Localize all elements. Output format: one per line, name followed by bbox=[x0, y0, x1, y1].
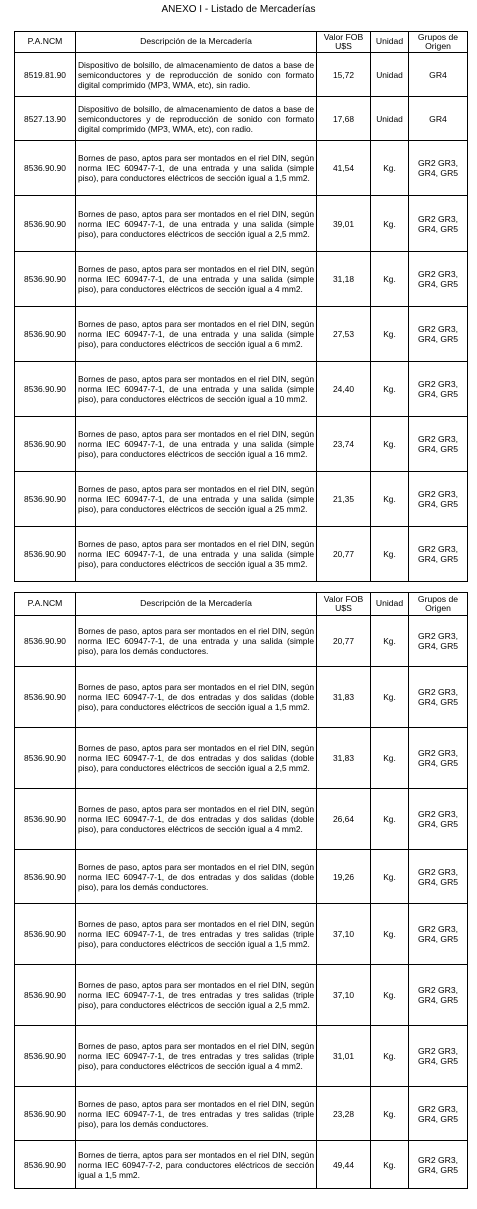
origin-groups-cell: GR2 GR3, GR4, GR5 bbox=[409, 667, 468, 728]
description-cell: Bornes de paso, aptos para ser montados en el riel DIN, según norma IEC 60947-7-1, de tres entradas y tres salidas (triple piso), para conductores eléctricos de sección igual a 1,5 mm2. bbox=[76, 904, 317, 965]
header-row bbox=[15, 32, 468, 53]
table-row bbox=[15, 1087, 468, 1141]
origin-groups-cell: GR2 GR3, GR4, GR5 bbox=[409, 728, 468, 789]
ncm-cell: 8536.90.90 bbox=[15, 667, 76, 728]
merchandise-table-1 bbox=[14, 31, 468, 582]
description-cell: Bornes de paso, aptos para ser montados en el riel DIN, según norma IEC 60947-7-1, de una entrada y una salida (simple piso), para conductores eléctricos de sección igual a 25 mm2. bbox=[76, 472, 317, 527]
description-cell: Bornes de paso, aptos para ser montados en el riel DIN, según norma IEC 60947-7-1, de dos entradas y dos salidas (doble piso), para los demás conductores. bbox=[76, 850, 317, 904]
origin-groups-cell: GR2 GR3, GR4, GR5 bbox=[409, 789, 468, 850]
table-row bbox=[15, 252, 468, 307]
ncm-cell: 8536.90.90 bbox=[15, 417, 76, 472]
description-cell: Bornes de paso, aptos para ser montados en el riel DIN, según norma IEC 60947-7-1, de dos entradas y dos salidas (doble piso), para conductores eléctricos de sección igual a 4 mm2. bbox=[76, 789, 317, 850]
unit-cell: Kg. bbox=[371, 362, 409, 417]
table-1-body bbox=[15, 53, 468, 582]
header-description: Descripción de la Mercadería bbox=[76, 32, 317, 53]
ncm-cell: 8536.90.90 bbox=[15, 252, 76, 307]
description-cell: Bornes de paso, aptos para ser montados en el riel DIN, según norma IEC 60947-7-1, de una entrada y una salida (simple piso), para los demás conductores. bbox=[76, 616, 317, 667]
ncm-cell: 8536.90.90 bbox=[15, 1026, 76, 1087]
fob-value-cell: 20,77 bbox=[317, 616, 371, 667]
ncm-cell: 8527.13.90 bbox=[15, 97, 76, 141]
unit-cell: Kg. bbox=[371, 904, 409, 965]
unit-cell: Kg. bbox=[371, 252, 409, 307]
fob-value-cell: 20,77 bbox=[317, 527, 371, 582]
fob-value-cell: 37,10 bbox=[317, 904, 371, 965]
description-cell: Bornes de paso, aptos para ser montados en el riel DIN, según norma IEC 60947-7-1, de una entrada y una salida (simple piso), para conductores eléctricos de sección igual a 16 mm2. bbox=[76, 417, 317, 472]
header-row bbox=[15, 593, 468, 616]
description-cell: Bornes de paso, aptos para ser montados en el riel DIN, según norma IEC 60947-7-1, de tres entradas y tres salidas (triple piso), para conductores eléctricos de sección igual a 4 mm2. bbox=[76, 1026, 317, 1087]
description-cell: Dispositivo de bolsillo, de almacenamiento de datos a base de semiconductores y de reproducción de sonido con formato digital comprimido (MP3, WMA, etc), con radio. bbox=[76, 97, 317, 141]
fob-value-cell: 17,68 bbox=[317, 97, 371, 141]
fob-value-cell: 24,40 bbox=[317, 362, 371, 417]
description-cell: Bornes de paso, aptos para ser montados en el riel DIN, según norma IEC 60947-7-1, de una entrada y una salida (simple piso), para conductores eléctricos de sección igual a 2,5 mm2. bbox=[76, 196, 317, 252]
table-row bbox=[15, 417, 468, 472]
description-cell: Bornes de paso, aptos para ser montados en el riel DIN, según norma IEC 60947-7-1, de tres entradas y tres salidas (triple piso), para conductores eléctricos de sección igual a 2,5 mm2. bbox=[76, 965, 317, 1026]
ncm-cell: 8536.90.90 bbox=[15, 307, 76, 362]
description-cell: Bornes de paso, aptos para ser montados en el riel DIN, según norma IEC 60947-7-1, de dos entradas y dos salidas (doble piso), para conductores eléctricos de sección igual a 1,5 mm2. bbox=[76, 667, 317, 728]
fob-value-cell: 15,72 bbox=[317, 53, 371, 97]
header-unit: Unidad bbox=[371, 32, 409, 53]
origin-groups-cell: GR2 GR3, GR4, GR5 bbox=[409, 362, 468, 417]
origin-groups-cell: GR2 GR3, GR4, GR5 bbox=[409, 472, 468, 527]
origin-groups-cell: GR2 GR3, GR4, GR5 bbox=[409, 527, 468, 582]
description-cell: Bornes de paso, aptos para ser montados en el riel DIN, según norma IEC 60947-7-1, de una entrada y una salida (simple piso), para conductores eléctricos de sección igual a 6 mm2. bbox=[76, 307, 317, 362]
fob-value-cell: 49,44 bbox=[317, 1141, 371, 1189]
header-description: Descripción de la Mercadería bbox=[76, 593, 317, 616]
table-row bbox=[15, 97, 468, 141]
description-cell: Bornes de paso, aptos para ser montados en el riel DIN, según norma IEC 60947-7-1, de tres entradas y tres salidas (triple piso), para los demás conductores. bbox=[76, 1087, 317, 1141]
origin-groups-cell: GR2 GR3, GR4, GR5 bbox=[409, 141, 468, 196]
ncm-cell: 8536.90.90 bbox=[15, 1087, 76, 1141]
fob-value-cell: 31,18 bbox=[317, 252, 371, 307]
description-cell: Bornes de paso, aptos para ser montados en el riel DIN, según norma IEC 60947-7-1, de dos entradas y dos salidas (doble piso), para conductores eléctricos de sección igual a 2,5 mm2. bbox=[76, 728, 317, 789]
fob-value-cell: 23,28 bbox=[317, 1087, 371, 1141]
ncm-cell: 8519.81.90 bbox=[15, 53, 76, 97]
unit-cell: Kg. bbox=[371, 616, 409, 667]
description-cell: Bornes de paso, aptos para ser montados en el riel DIN, según norma IEC 60947-7-1, de una entrada y una salida (simple piso), para conductores eléctricos de sección igual a 35 mm2. bbox=[76, 527, 317, 582]
origin-groups-cell: GR2 GR3, GR4, GR5 bbox=[409, 1026, 468, 1087]
fob-value-cell: 31,83 bbox=[317, 667, 371, 728]
table-row bbox=[15, 1141, 468, 1189]
unit-cell: Kg. bbox=[371, 965, 409, 1026]
ncm-cell: 8536.90.90 bbox=[15, 616, 76, 667]
table-row bbox=[15, 728, 468, 789]
unit-cell: Kg. bbox=[371, 1141, 409, 1189]
header-origin-groups: Grupos de Origen bbox=[409, 593, 468, 616]
header-ncm: P.A.NCM bbox=[15, 32, 76, 53]
ncm-cell: 8536.90.90 bbox=[15, 472, 76, 527]
origin-groups-cell: GR4 bbox=[409, 97, 468, 141]
page-title: ANEXO I - Listado de Mercaderías bbox=[161, 4, 316, 15]
origin-groups-cell: GR2 GR3, GR4, GR5 bbox=[409, 252, 468, 307]
table-row bbox=[15, 616, 468, 667]
header-fob-value: Valor FOB U$S bbox=[317, 593, 371, 616]
ncm-cell: 8536.90.90 bbox=[15, 141, 76, 196]
table-2-body bbox=[15, 616, 468, 1189]
unit-cell: Unidad bbox=[371, 53, 409, 97]
origin-groups-cell: GR2 GR3, GR4, GR5 bbox=[409, 1087, 468, 1141]
fob-value-cell: 41,54 bbox=[317, 141, 371, 196]
origin-groups-cell: GR2 GR3, GR4, GR5 bbox=[409, 196, 468, 252]
merchandise-table-2 bbox=[14, 592, 468, 1189]
origin-groups-cell: GR2 GR3, GR4, GR5 bbox=[409, 1141, 468, 1189]
header-unit: Unidad bbox=[371, 593, 409, 616]
ncm-cell: 8536.90.90 bbox=[15, 196, 76, 252]
table-row bbox=[15, 362, 468, 417]
table-row bbox=[15, 965, 468, 1026]
unit-cell: Kg. bbox=[371, 472, 409, 527]
fob-value-cell: 23,74 bbox=[317, 417, 371, 472]
description-cell: Dispositivo de bolsillo, de almacenamiento de datos a base de semiconductores y de reproducción de sonido con formato digital comprimido (MP3, WMA, etc), sin radio. bbox=[76, 53, 317, 97]
origin-groups-cell: GR2 GR3, GR4, GR5 bbox=[409, 904, 468, 965]
ncm-cell: 8536.90.90 bbox=[15, 850, 76, 904]
unit-cell: Kg. bbox=[371, 527, 409, 582]
ncm-cell: 8536.90.90 bbox=[15, 728, 76, 789]
ncm-cell: 8536.90.90 bbox=[15, 904, 76, 965]
origin-groups-cell: GR4 bbox=[409, 53, 468, 97]
table-row bbox=[15, 527, 468, 582]
origin-groups-cell: GR2 GR3, GR4, GR5 bbox=[409, 965, 468, 1026]
table-row bbox=[15, 472, 468, 527]
fob-value-cell: 21,35 bbox=[317, 472, 371, 527]
fob-value-cell: 19,26 bbox=[317, 850, 371, 904]
table-row bbox=[15, 850, 468, 904]
fob-value-cell: 31,83 bbox=[317, 728, 371, 789]
ncm-cell: 8536.90.90 bbox=[15, 1141, 76, 1189]
origin-groups-cell: GR2 GR3, GR4, GR5 bbox=[409, 417, 468, 472]
header-origin-groups: Grupos de Origen bbox=[409, 32, 468, 53]
ncm-cell: 8536.90.90 bbox=[15, 362, 76, 417]
table-row bbox=[15, 1026, 468, 1087]
ncm-cell: 8536.90.90 bbox=[15, 789, 76, 850]
unit-cell: Kg. bbox=[371, 1026, 409, 1087]
unit-cell: Kg. bbox=[371, 667, 409, 728]
unit-cell: Kg. bbox=[371, 307, 409, 362]
description-cell: Bornes de paso, aptos para ser montados en el riel DIN, según norma IEC 60947-7-1, de una entrada y una salida (simple piso), para conductores eléctricos de sección igual a 4 mm2. bbox=[76, 252, 317, 307]
unit-cell: Kg. bbox=[371, 789, 409, 850]
origin-groups-cell: GR2 GR3, GR4, GR5 bbox=[409, 307, 468, 362]
table-row bbox=[15, 667, 468, 728]
table-row bbox=[15, 141, 468, 196]
header-ncm: P.A.NCM bbox=[15, 593, 76, 616]
ncm-cell: 8536.90.90 bbox=[15, 965, 76, 1026]
origin-groups-cell: GR2 GR3, GR4, GR5 bbox=[409, 616, 468, 667]
table-row bbox=[15, 196, 468, 252]
table-row bbox=[15, 789, 468, 850]
fob-value-cell: 39,01 bbox=[317, 196, 371, 252]
fob-value-cell: 27,53 bbox=[317, 307, 371, 362]
unit-cell: Kg. bbox=[371, 1087, 409, 1141]
unit-cell: Unidad bbox=[371, 97, 409, 141]
unit-cell: Kg. bbox=[371, 850, 409, 904]
description-cell: Bornes de paso, aptos para ser montados en el riel DIN, según norma IEC 60947-7-1, de una entrada y una salida (simple piso), para conductores eléctricos de sección igual a 1,5 mm2. bbox=[76, 141, 317, 196]
ncm-cell: 8536.90.90 bbox=[15, 527, 76, 582]
description-cell: Bornes de paso, aptos para ser montados en el riel DIN, según norma IEC 60947-7-1, de una entrada y una salida (simple piso), para conductores eléctricos de sección igual a 10 mm2. bbox=[76, 362, 317, 417]
fob-value-cell: 26,64 bbox=[317, 789, 371, 850]
table-row bbox=[15, 904, 468, 965]
table-row bbox=[15, 307, 468, 362]
table-row bbox=[15, 53, 468, 97]
description-cell: Bornes de tierra, aptos para ser montados en el riel DIN, según norma IEC 60947-7-2, para conductores eléctricos de sección igual a 1,5 mm2. bbox=[76, 1141, 317, 1189]
fob-value-cell: 31,01 bbox=[317, 1026, 371, 1087]
unit-cell: Kg. bbox=[371, 728, 409, 789]
origin-groups-cell: GR2 GR3, GR4, GR5 bbox=[409, 850, 468, 904]
header-fob-value: Valor FOB U$S bbox=[317, 32, 371, 53]
unit-cell: Kg. bbox=[371, 196, 409, 252]
unit-cell: Kg. bbox=[371, 141, 409, 196]
fob-value-cell: 37,10 bbox=[317, 965, 371, 1026]
unit-cell: Kg. bbox=[371, 417, 409, 472]
